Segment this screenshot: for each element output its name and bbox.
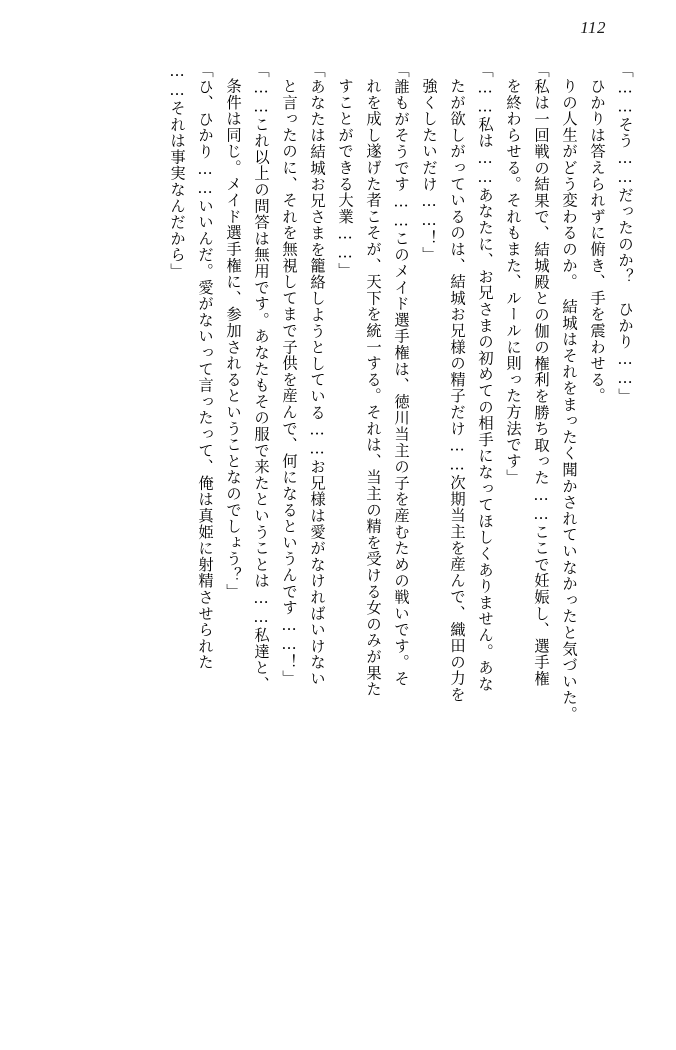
text-line: と言ったのに、それを無視してまで子供を産んで、何になるというんです……！」 (280, 78, 298, 687)
text-line: ひかりは答えられずに俯き、手を震わせる。 (588, 78, 606, 404)
text-line: 条件は同じ。メイド選手権に、参加されるということなのでしょう？」 (224, 78, 242, 600)
text-line: 「……私は……あなたに、お兄さまの初めての相手になってほしくありません。あな (476, 62, 494, 693)
text-line: 「誰もがそうです……このメイド選手権は、徳川当主の子を産むための戦いです。そ (392, 62, 410, 687)
text-line: 強くしたいだけ……！」 (420, 78, 438, 263)
text-line: りの人生がどう変わるのか。 結城はそれをまったく聞かされていなかったと気づいた。 (560, 78, 578, 723)
page-number: 112 (580, 18, 606, 37)
text-line: ……それは事実なんだから」 (168, 62, 186, 280)
text-line: 「あなたは結城お兄さまを籠絡しようとしている……お兄様は愛がなければいけない (308, 62, 326, 687)
text-line: れを成し遂げた者こそが、天下を統一する。それは、当主の精を受ける女のみが果た (364, 78, 382, 698)
text-line: すことができる大業……」 (336, 78, 354, 279)
text-line: 「……そう……だったのか？ ひかり……」 (616, 62, 634, 405)
text-line: たが欲しがっているのは、結城お兄様の精子だけ……次期当主を産んで、織田の力を (448, 78, 466, 703)
text-line: を終わらせる。それもまた、ルールに則った方法です」 (504, 78, 522, 486)
body-text (40, 62, 632, 992)
text-line: 「……これ以上の問答は無用です。あなたもその服で来たということは……私達と、 (252, 62, 270, 693)
text-line: 「ひ、ひかり……いいんだ。愛がないって言ったって、俺は真姫に射精させられた (196, 62, 214, 671)
text-line: 「私は一回戦の結果で、結城殿との伽の権利を勝ち取った……ここで妊娠し、選手権 (532, 62, 550, 687)
